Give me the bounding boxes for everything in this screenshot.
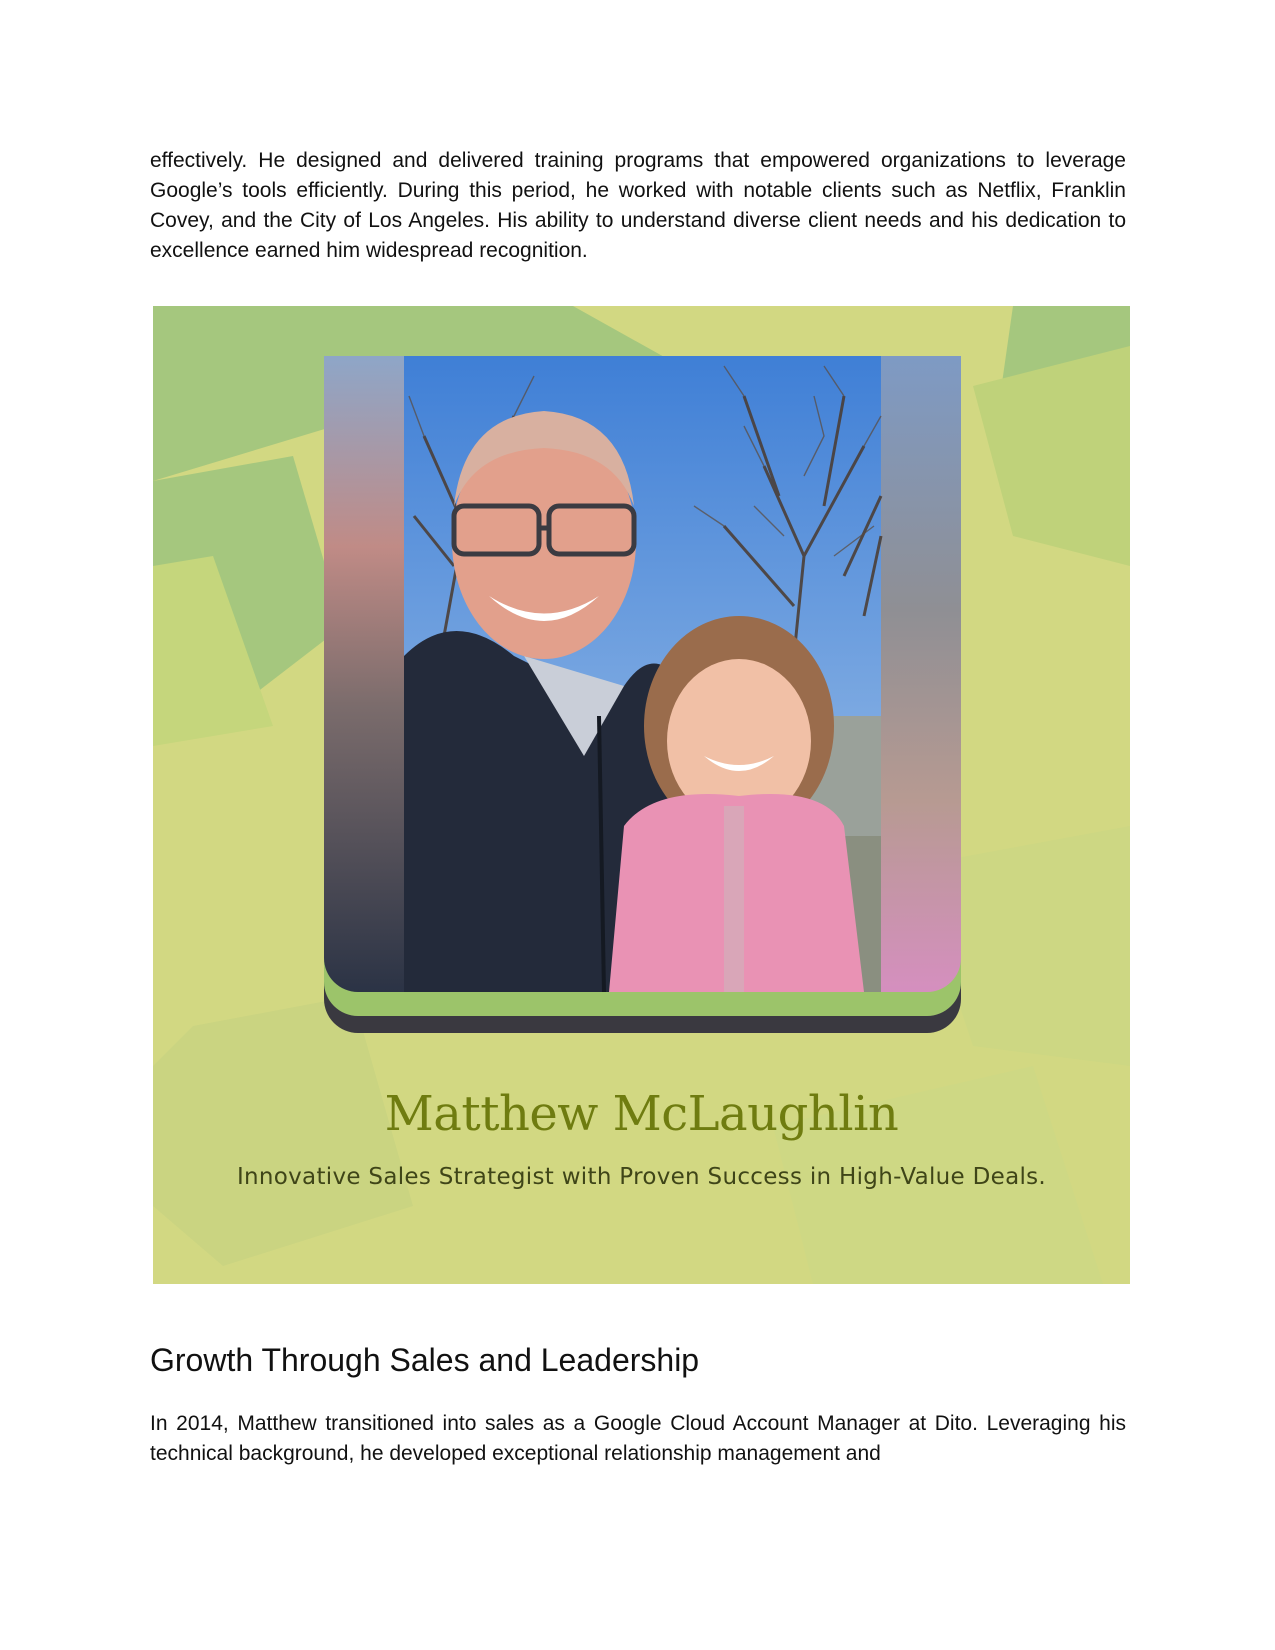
section-heading: Growth Through Sales and Leadership [150,1342,700,1378]
intro-paragraph: effectively. He designed and delivered training programs that empowered organizations to leverage Google’s tools efficiently. During this period, he worked with notable clients such as Netflix, Franklin Covey, and the City of Los Angeles. His ability to understand diverse client needs and his dedication to excellence earned him widespread recognition. [150,149,1126,262]
profile-banner [153,306,1130,1284]
photo-card [324,356,961,1033]
profile-tagline: Innovative Sales Strategist with Proven Success in High-Value Deals. [236,1164,1047,1190]
profile-name: Matthew McLaughlin [384,1086,899,1142]
section-paragraph: In 2014, Matthew transitioned into sales as a Google Cloud Account Manager at Dito. Leveraging his technical background, he developed exceptional relationship management and [150,1412,1126,1465]
portrait-photo [324,356,961,992]
